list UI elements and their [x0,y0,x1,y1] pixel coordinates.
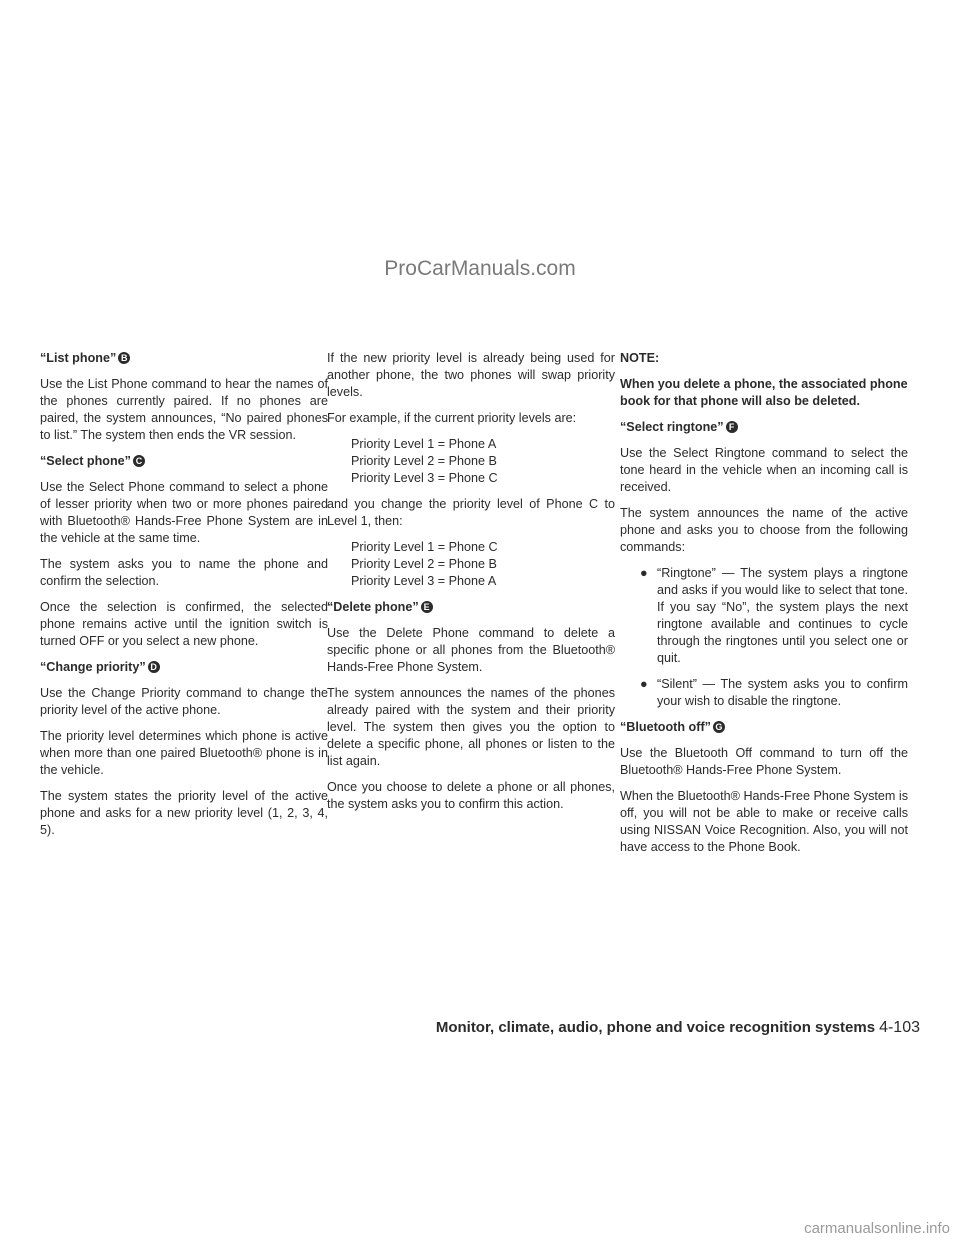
callout-g-icon: G [713,721,725,733]
paragraph: The priority level determines which phone is active when more than one paired Bluetooth® phone is in the vehicle. [40,729,328,777]
page-footer [0,1019,920,1037]
heading-text: “Select phone” [40,454,131,468]
priority-line: Priority Level 2 = Phone B [351,557,497,571]
paragraph: For example, if the current priority levels are: [327,411,577,425]
callout-d-icon: D [148,661,160,673]
priority-list-after [327,539,615,590]
note-label: NOTE: [620,351,660,365]
watermark-procarmanuals: ProCarManuals.com [384,257,576,280]
paragraph: Use the List Phone command to hear the names of the phones currently paired. If no phones are paired, the system announces, “No paired phones to list.” The system then ends the VR session. [40,377,328,442]
paragraph: Use the Change Priority command to change the priority level of the active phone. [40,686,328,717]
priority-line: Priority Level 2 = Phone B [351,454,497,468]
bullet-dot-icon: ● [640,677,648,691]
paragraph: The system announces the names of the phones already paired with the system and their priority level. The system then gives you the option to delete a specific phone, all phones or listen to the list again. [327,686,615,768]
callout-e-icon: E [421,601,433,613]
section-title: Monitor, climate, audio, phone and voice recognition systems [435,1019,876,1036]
paragraph: The system announces the name of the active phone and asks you to choose from the following commands: [620,506,908,554]
bullet-text: “Silent” — The system asks you to confirm your wish to disable the ringtone. [657,677,908,708]
paragraph: Use the Select Phone command to select a phone of lesser priority when two or more phones paired with Bluetooth® Hands-Free Phone System are in the vehicle at the same time. [40,480,328,545]
column-2 [327,350,615,822]
callout-c-icon: C [133,455,145,467]
paragraph: Use the Select Ringtone command to select the tone heard in the vehicle when an incoming call is received. [620,446,908,494]
heading-bluetooth-off [620,719,908,736]
priority-line: Priority Level 1 = Phone A [351,437,497,451]
heading-text: “Change priority” [40,660,146,674]
paragraph: Use the Delete Phone command to delete a specific phone or all phones from the Bluetooth® Hands-Free Phone System. [327,626,615,674]
page-number: 4-103 [879,1019,920,1036]
heading-change-priority [40,659,328,676]
bullet-text: “Ringtone” — The system plays a ringtone and asks if you would like to select that tone. If you say “No”, the system plays the next ringtone available and continues to cycle through the ringtones until you select one or quit. [657,566,908,665]
heading-select-phone [40,453,328,470]
heading-select-ringtone [620,419,908,436]
paragraph: The system asks you to name the phone and confirm the selection. [40,557,328,588]
priority-line: Priority Level 3 = Phone A [351,574,497,588]
column-3 [620,350,908,865]
heading-text: “Delete phone” [327,600,419,614]
heading-text: “Select ringtone” [620,420,724,434]
bullet-item [620,676,908,710]
heading-text: “List phone” [40,351,117,365]
paragraph: When the Bluetooth® Hands-Free Phone System is off, you will not be able to make or receive calls using NISSAN Voice Recognition. Also, you will not have access to the Phone Book. [620,789,908,854]
paragraph: and you change the priority level of Phone C to Level 1, then: [327,497,615,528]
paragraph: Once the selection is confirmed, the selected phone remains active until the ignition switch is turned OFF or you select a new phone. [40,600,328,648]
paragraph: Once you choose to delete a phone or all phones, the system asks you to confirm this action. [327,780,615,811]
column-1 [40,350,328,848]
bullet-item [620,565,908,667]
heading-delete-phone [327,599,615,616]
watermark-carmanualsonline: carmanualsonline.info [804,1220,950,1237]
paragraph: Use the Bluetooth Off command to turn off the Bluetooth® Hands-Free Phone System. [620,746,908,777]
callout-b-icon: B [118,352,130,364]
heading-list-phone [40,350,328,367]
priority-line: Priority Level 3 = Phone C [351,471,498,485]
callout-f-icon: F [726,421,738,433]
paragraph: If the new priority level is already being used for another phone, the two phones will swap priority levels. [327,351,615,399]
priority-line: Priority Level 1 = Phone C [351,540,498,554]
paragraph: The system states the priority level of the active phone and asks for a new priority level (1, 2, 3, 4, 5). [40,789,328,837]
priority-list-before [327,436,615,487]
note-text: When you delete a phone, the associated phone book for that phone will also be deleted. [620,377,908,408]
bullet-dot-icon: ● [640,566,648,580]
heading-text: “Bluetooth off” [620,720,711,734]
